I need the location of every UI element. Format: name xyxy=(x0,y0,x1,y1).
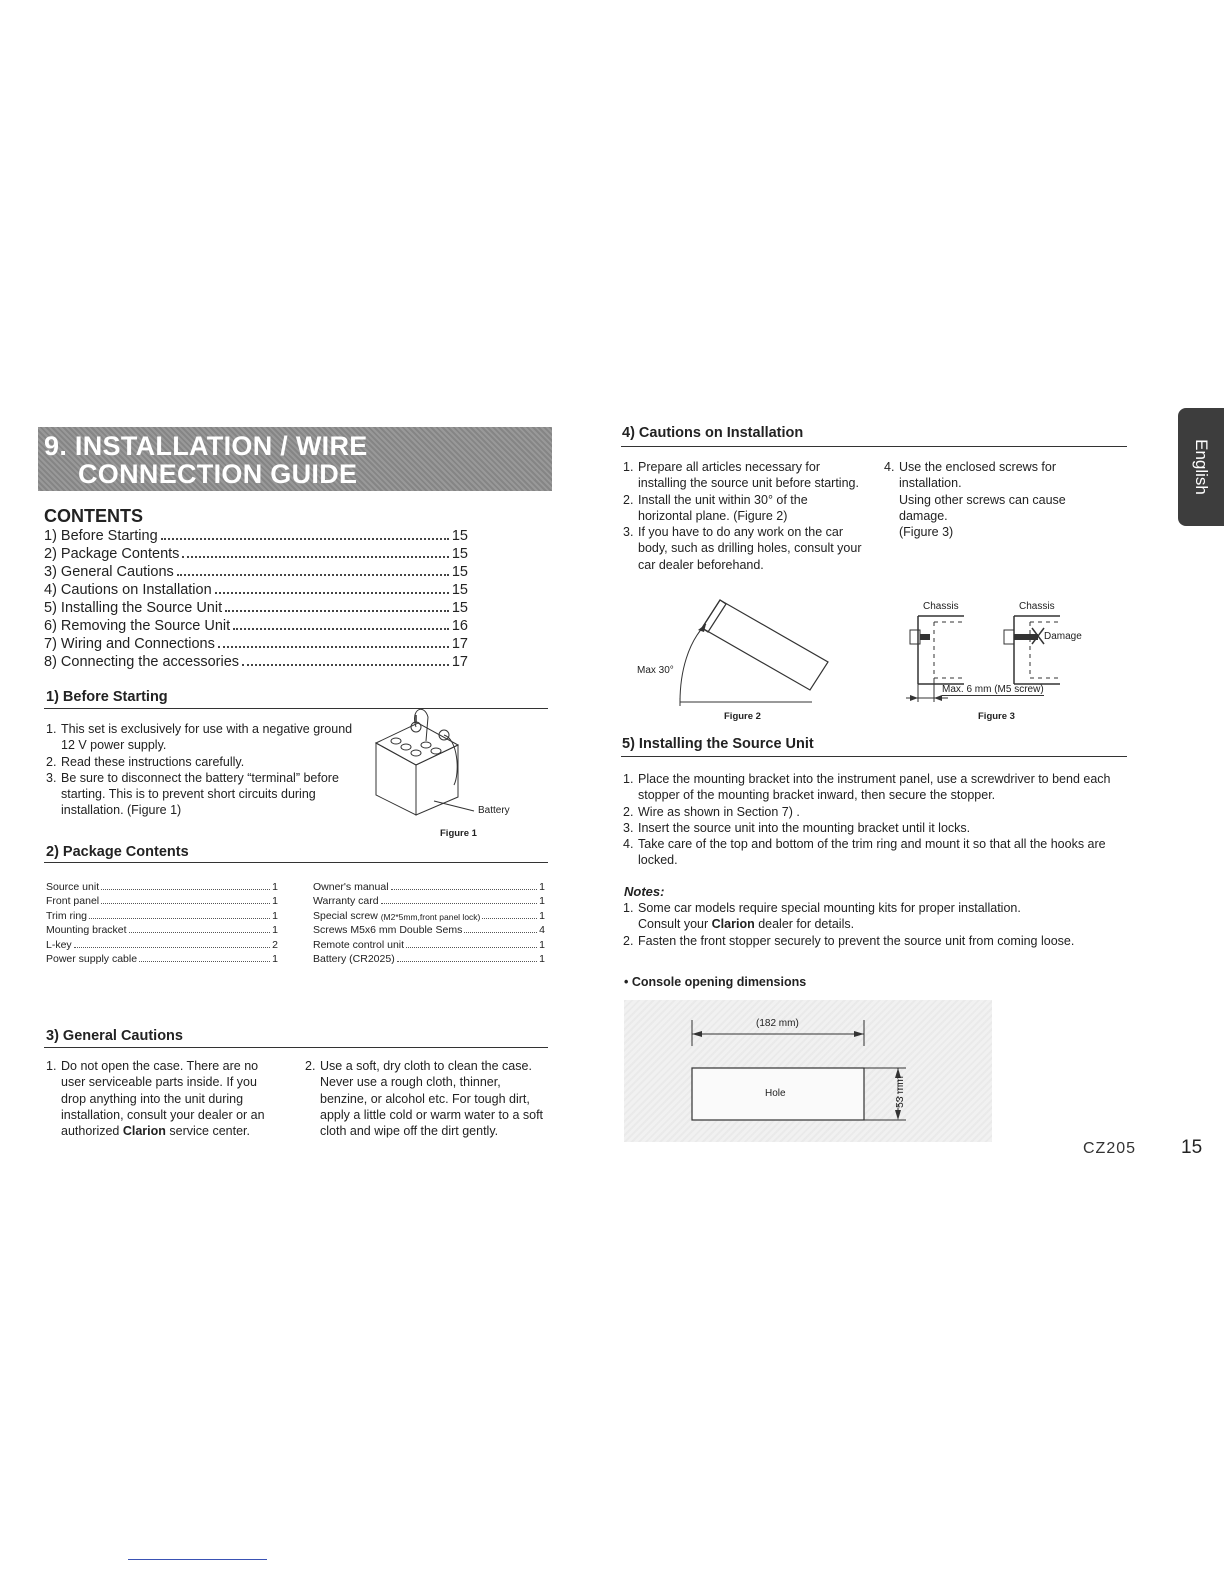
page-title-line2: CONNECTION GUIDE xyxy=(78,459,358,489)
package-list-right xyxy=(313,878,545,965)
divider xyxy=(44,862,548,863)
cautions-installation-list-right xyxy=(884,459,1084,540)
table-of-contents xyxy=(44,526,468,670)
footnote-rule xyxy=(128,1559,267,1560)
chassis-label-1: Chassis xyxy=(923,601,959,612)
toc-row[interactable] xyxy=(44,526,468,544)
list-item: 1. This set is exclusively for use with a negative ground 12 V power supply. xyxy=(46,722,353,753)
toc-row[interactable] xyxy=(44,598,468,616)
list-item: Source unit 1 xyxy=(46,880,278,893)
list-item: 3. Be sure to disconnect the battery “terminal” before starting. This is to prevent short circuits during installation. (Figure 1) xyxy=(46,770,339,818)
damage-label: Damage xyxy=(1044,631,1082,642)
notes-list xyxy=(623,900,1123,949)
toc-label: 7) Wiring and Connections xyxy=(44,636,215,652)
notes-heading: Notes: xyxy=(624,884,665,899)
list-item: Owner's manual 1 xyxy=(313,880,545,893)
list-item: 3. Insert the source unit into the mounting bracket until it locks. xyxy=(623,820,971,835)
list-item: 1. Do not open the case. There are no user serviceable parts inside. If you drop anything into the unit during installation, consult your dealer or an authorized Clarion service center. xyxy=(46,1059,265,1139)
list-item: 2. Fasten the front stopper securely to prevent the source unit from coming loose. xyxy=(623,933,1075,948)
list-item: 1. Prepare all articles necessary for installing the source unit before starting. xyxy=(623,460,859,491)
list-item: Power supply cable 1 xyxy=(46,953,278,965)
toc-page: 17 xyxy=(451,654,468,670)
language-tab-label: English xyxy=(1192,439,1211,495)
divider xyxy=(621,756,1127,757)
toc-page: 16 xyxy=(451,618,468,634)
toc-label: 3) General Cautions xyxy=(44,564,174,580)
figure1-caption: Figure 1 xyxy=(440,828,477,839)
cautions-installation-list xyxy=(623,459,863,573)
list-item: 4. Use the enclosed screws for installation. Using other screws can cause damage. (Figure 3) xyxy=(884,460,1066,540)
figure3-caption: Figure 3 xyxy=(978,711,1015,722)
list-item: 3. If you have to do any work on the car body, such as drilling holes, consult your car dealer beforehand. xyxy=(623,525,862,572)
toc-page: 15 xyxy=(451,564,468,580)
cautions-installation-heading: 4) Cautions on Installation xyxy=(622,425,804,441)
list-item: Battery (CR2025) 1 xyxy=(313,953,545,965)
toc-label: 8) Connecting the accessories xyxy=(44,654,240,670)
toc-row[interactable] xyxy=(44,652,468,670)
console-height-label: 53 mm xyxy=(894,1075,907,1109)
divider xyxy=(44,1047,548,1048)
list-item: 2. Use a soft, dry cloth to clean the case. Never use a rough cloth, thinner, benzine, or alcohol etc. For tough dirt, apply a little cold or warm water to a soft cloth and wipe off the dirt gently. xyxy=(305,1059,544,1139)
list-item: Mounting bracket 1 xyxy=(46,924,278,936)
language-tab[interactable] xyxy=(1178,408,1224,526)
before-starting-list xyxy=(46,721,358,819)
package-list-left xyxy=(46,878,278,965)
toc-row[interactable] xyxy=(44,544,468,562)
installing-list xyxy=(623,771,1123,869)
list-item: 2. Read these instructions carefully. xyxy=(46,754,245,769)
toc-label: 5) Installing the Source Unit xyxy=(44,600,223,616)
toc-row[interactable] xyxy=(44,580,468,598)
toc-page: 15 xyxy=(451,528,468,544)
toc-page: 15 xyxy=(451,582,468,598)
page-number: 15 xyxy=(1181,1137,1203,1158)
general-cautions-list-1 xyxy=(46,1058,282,1139)
toc-label: 4) Cautions on Installation xyxy=(44,582,212,598)
model-number: CZ205 xyxy=(1083,1140,1137,1157)
toc-row[interactable] xyxy=(44,616,468,634)
list-item: Trim ring 1 xyxy=(46,909,278,922)
divider xyxy=(621,446,1127,447)
contents-heading: CONTENTS xyxy=(44,506,143,526)
figure2-caption: Figure 2 xyxy=(724,711,761,722)
console-width-label: (182 mm) xyxy=(756,1018,799,1029)
page-title-line1: 9. INSTALLATION / WIRE xyxy=(44,431,368,461)
installing-heading: 5) Installing the Source Unit xyxy=(622,736,814,752)
toc-page: 17 xyxy=(451,636,468,652)
list-item: 2. Wire as shown in Section 7) . xyxy=(623,804,800,819)
hole-label: Hole xyxy=(765,1088,786,1099)
general-cautions-list-2 xyxy=(305,1058,549,1139)
list-item: 2. Install the unit within 30° of the horizontal plane. (Figure 2) xyxy=(623,492,808,523)
list-item: Warranty card 1 xyxy=(313,895,545,907)
console-dimensions-heading: • Console opening dimensions xyxy=(624,975,807,989)
console-dimensions-diagram xyxy=(684,1016,914,1126)
toc-page: 15 xyxy=(451,600,468,616)
max-screw-label: Max. 6 mm (M5 screw) xyxy=(942,684,1044,695)
figure2-diagram xyxy=(632,592,842,706)
toc-label: 1) Before Starting xyxy=(44,528,158,544)
toc-row[interactable] xyxy=(44,562,468,580)
list-item: 4. Take care of the top and bottom of the trim ring and mount it so that all the hooks are locked. xyxy=(623,837,1106,868)
list-item: 1. Some car models require special mounting kits for proper installation. Consult your Clarion dealer for details. xyxy=(623,901,1021,932)
list-item: 1. Place the mounting bracket into the instrument panel, use a screwdriver to bend each stopper of the mounting bracket inward, then secure the stopper. xyxy=(623,772,1111,803)
before-starting-heading: 1) Before Starting xyxy=(46,689,168,705)
toc-page: 15 xyxy=(451,546,468,562)
list-item: Screws M5x6 mm Double Sems 4 xyxy=(313,924,545,936)
battery-label: Battery xyxy=(478,805,510,816)
list-item: Remote control unit 1 xyxy=(313,938,545,951)
list-item: Special screw (M2*5mm,front panel lock) 1 xyxy=(313,909,545,922)
toc-label: 2) Package Contents xyxy=(44,546,180,562)
max-angle-label: Max 30° xyxy=(637,665,674,676)
toc-label: 6) Removing the Source Unit xyxy=(44,618,231,634)
general-cautions-heading: 3) General Cautions xyxy=(46,1028,183,1044)
toc-row[interactable] xyxy=(44,634,468,652)
list-item: Front panel 1 xyxy=(46,895,278,907)
package-contents-heading: 2) Package Contents xyxy=(46,844,189,860)
chassis-label-2: Chassis xyxy=(1019,601,1055,612)
list-item: L-key 2 xyxy=(46,938,278,951)
